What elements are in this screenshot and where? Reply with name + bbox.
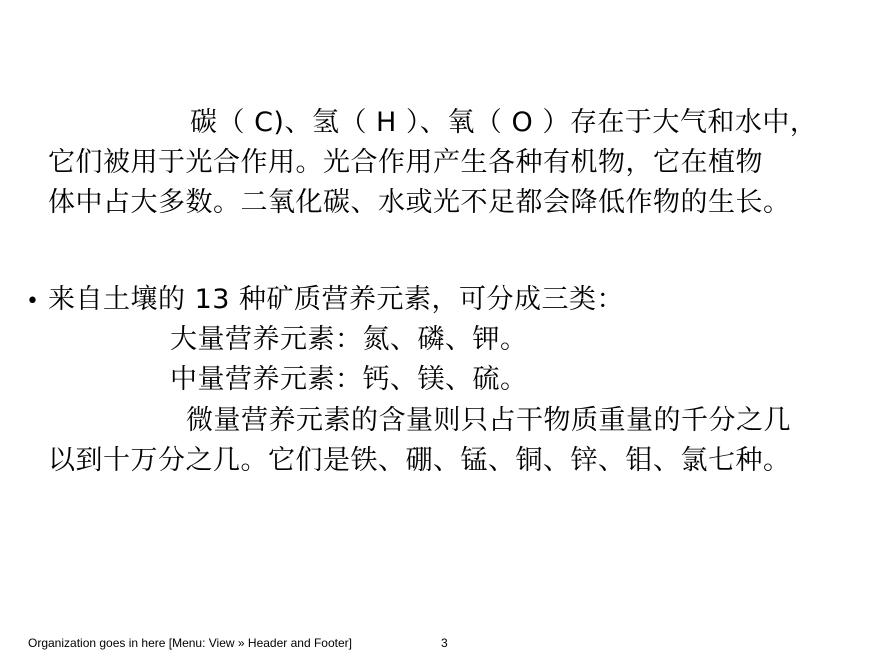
paragraph1-line2: 它们被用于光合作用。光合作用产生各种有机物，它在植物 bbox=[48, 147, 763, 178]
paragraph1-line1: 碳（ C)、氢（ H ）、氧（ O ）存在于大气和水中， bbox=[190, 107, 818, 138]
paragraph1-line3: 体中占大多数。二氧化碳、水或光不足都会降低作物的生长。 bbox=[48, 187, 791, 218]
paragraph2-line1: 来自土壤的 13 种矿质营养元素，可分成三类： bbox=[48, 284, 625, 315]
footer-page-number: 3 bbox=[441, 636, 448, 650]
footer-organization: Organization goes in here [Menu: View » Header and Footer] bbox=[28, 636, 352, 650]
paragraph2-line5: 以到十万分之几。它们是铁、硼、锰、铜、锌、钼、氯七种。 bbox=[48, 445, 791, 476]
paragraph2-line3: 中量营养元素：钙、镁、硫。 bbox=[170, 364, 528, 395]
paragraph2-line2: 大量营养元素：氮、磷、钾。 bbox=[170, 324, 528, 355]
paragraph2-line4: 微量营养元素的含量则只占干物质重量的千分之几 bbox=[186, 405, 791, 436]
bullet-marker: • bbox=[26, 289, 39, 314]
